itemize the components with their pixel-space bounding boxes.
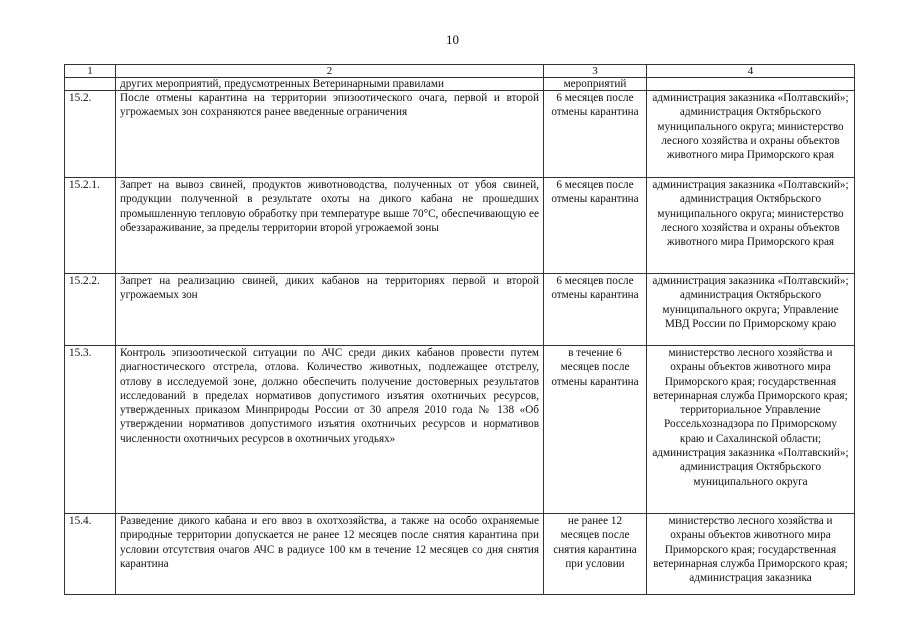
table-header-row xyxy=(65,65,855,78)
row-responsible: администрация заказника «Полтавский»; администрация Октябрьского муниципального округа; министерство лесного хозяйства и охраны объектов животного мира Приморского края xyxy=(647,178,855,274)
row-term: мероприятий xyxy=(544,78,647,91)
measures-table xyxy=(64,64,855,595)
row-term: в течение 6 месяцев после отмены карантина xyxy=(544,346,647,514)
row-responsible: администрация заказника «Полтавский»; администрация Октябрьского муниципального округа; министерство лесного хозяйства и охраны объектов животного мира Приморского края xyxy=(647,91,855,178)
row-activity: других мероприятий, предусмотренных Ветеринарными правилами xyxy=(116,78,544,91)
row-number: 15.2. xyxy=(65,91,116,178)
row-activity: После отмены карантина на территории эпизоотического очага, первой и второй угрожаемых зон сохраняются ранее введенные ограничения xyxy=(116,91,544,178)
row-term: не ранее 12 месяцев после снятия карантина при условии xyxy=(544,514,647,595)
table-row xyxy=(65,178,855,274)
row-activity: Контроль эпизоотической ситуации по АЧС среди диких кабанов провести путем диагностического отстрела, отлова. Количество животных, подлежащее отстрелу, отлову в исследуемой зоне, должно обеспечить получение достоверных результатов исследований в пределах нормативов допустимого изъятия охотничьих ресурсов, утвержденных приказом Минприроды России от 30 апреля 2010 года № 138 «Об утверждении нормативов допустимого изъятия охотничьих ресурсов и нормативов численности охотничьих ресурсов в охотничьих угодьях» xyxy=(116,346,544,514)
page-number: 10 xyxy=(446,32,459,47)
table-row xyxy=(65,346,855,514)
header-col-1: 1 xyxy=(65,65,116,78)
row-number: 15.2.1. xyxy=(65,178,116,274)
row-activity: Запрет на реализацию свиней, диких кабанов на территориях первой и второй угрожаемых зон xyxy=(116,274,544,346)
row-responsible: министерство лесного хозяйства и охраны объектов животного мира Приморского края; государственная ветеринарная служба Приморского края; администрация заказника xyxy=(647,514,855,595)
table-row xyxy=(65,514,855,595)
row-number xyxy=(65,78,116,91)
header-col-2: 2 xyxy=(116,65,544,78)
table-row xyxy=(65,91,855,178)
row-responsible xyxy=(647,78,855,91)
row-activity: Разведение дикого кабана и его ввоз в охотхозяйства, а также на особо охраняемые природные территории допускается не ранее 12 месяцев после снятия карантина при условии отсутствия очагов АЧС в радиусе 100 км в течение 12 месяцев со дня снятия карантина xyxy=(116,514,544,595)
header-col-4: 4 xyxy=(647,65,855,78)
row-term: 6 месяцев после отмены карантина xyxy=(544,274,647,346)
row-term: 6 месяцев после отмены карантина xyxy=(544,178,647,274)
row-number: 15.4. xyxy=(65,514,116,595)
row-responsible: министерство лесного хозяйства и охраны объектов животного мира Приморского края; государственная ветеринарная служба Приморского края; территориальное Управление Россельхознадзора по Приморскому краю и Сахалинской области; администрация заказника «Полтавский»; администрация Октябрьского муниципального округа xyxy=(647,346,855,514)
table-row xyxy=(65,274,855,346)
continuation-row xyxy=(65,78,855,91)
header-col-3: 3 xyxy=(544,65,647,78)
row-term: 6 месяцев после отмены карантина xyxy=(544,91,647,178)
row-number: 15.3. xyxy=(65,346,116,514)
row-responsible: администрация заказника «Полтавский»; администрация Октябрьского муниципального округа; Управление МВД России по Приморскому краю xyxy=(647,274,855,346)
row-activity: Запрет на вывоз свиней, продуктов животноводства, полученных от убоя свиней, продукции полученной в результате охоты на дикого кабана не прошедших промышленную тепловую обработку при температуре выше 70°С, обеспечивающую ее обеззараживание, за пределы территории второй угрожаемой зоны xyxy=(116,178,544,274)
row-number: 15.2.2. xyxy=(65,274,116,346)
